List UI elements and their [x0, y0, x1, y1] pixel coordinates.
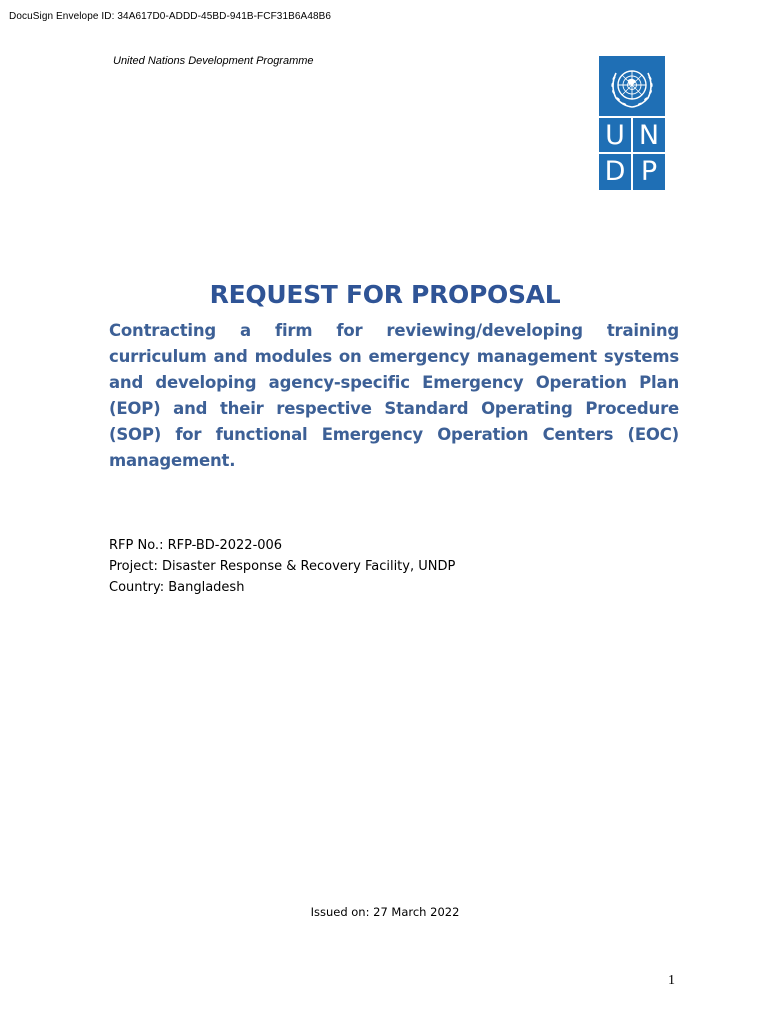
rfp-details	[109, 535, 455, 598]
issued-date: Issued on: 27 March 2022	[310, 905, 460, 919]
logo-letter: U	[605, 120, 625, 151]
logo-letter: N	[638, 120, 660, 151]
un-emblem-icon	[606, 60, 658, 114]
docusign-envelope-id: DocuSign Envelope ID: 34A617D0-ADDD-45BD-941B-FCF31B6A48B6	[9, 11, 332, 22]
undp-logo	[599, 56, 665, 190]
logo-letter: P	[640, 156, 658, 187]
country: Country: Bangladesh	[109, 580, 245, 595]
document-subtitle: Contracting a firm for reviewing/developing training curriculum and modules on emergency management systems and developing agency-specific Emergency Operation Plan (EOP) and their respective Standard Operating Procedure (SOP) for functional Emergency Operation Centers (EOC) management.	[109, 321, 679, 470]
page-number: 1	[668, 973, 675, 988]
project-name: Project: Disaster Response & Recovery Facility, UNDP	[109, 559, 456, 574]
organization-name: United Nations Development Programme	[113, 55, 314, 67]
rfp-number: RFP No.: RFP-BD-2022-006	[109, 538, 283, 553]
logo-letter: D	[604, 156, 626, 187]
document-title: REQUEST FOR PROPOSAL	[209, 280, 561, 309]
